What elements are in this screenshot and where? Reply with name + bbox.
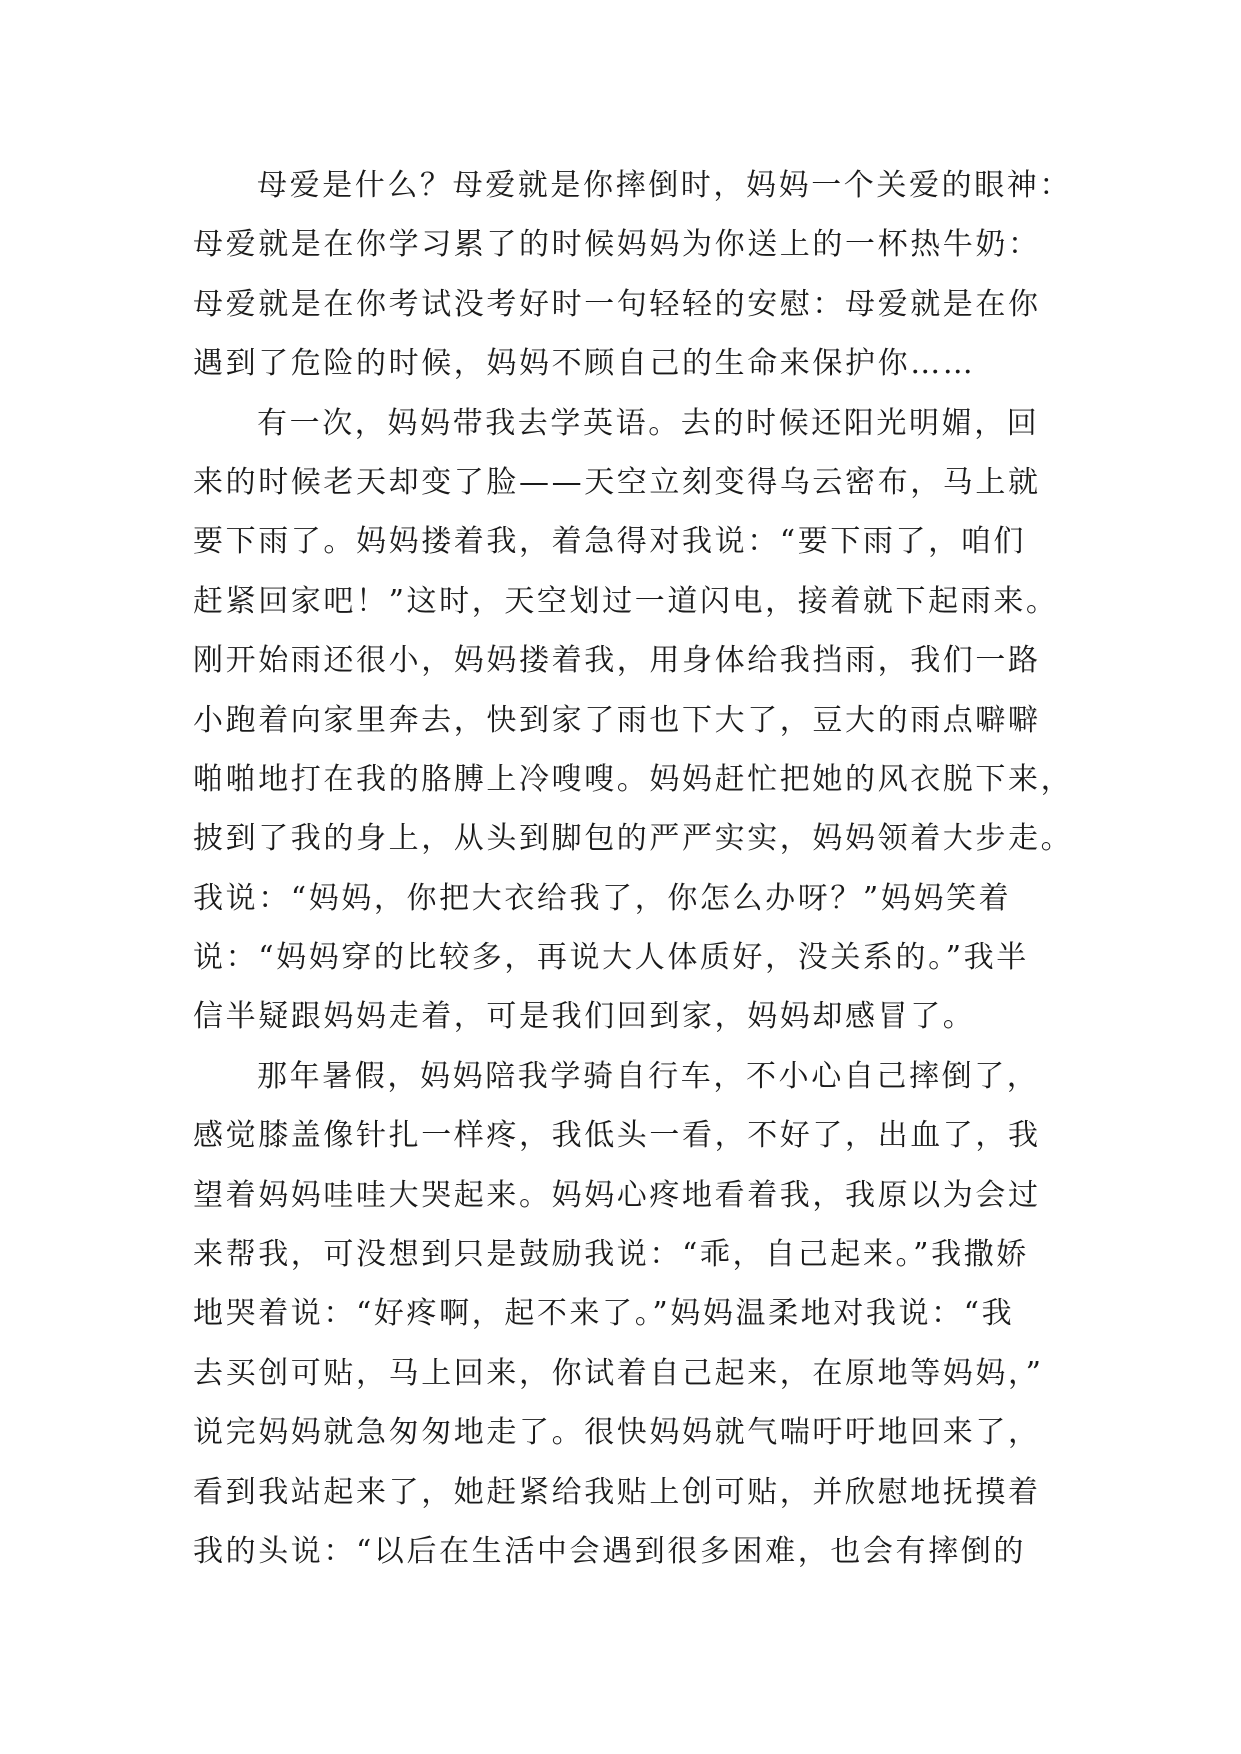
text-line: 来的时候老天却变了脸——天空立刻变得乌云密布，马上就 — [193, 464, 1041, 500]
text-line: 信半疑跟妈妈走着，可是我们回到家，妈妈却感冒了。 — [193, 999, 976, 1035]
document-body — [193, 156, 1074, 1581]
text-line: 小跑着向家里奔去，快到家了雨也下大了，豆大的雨点噼噼 — [193, 702, 1041, 738]
text-line: 母爱就是在你考试没考好时一句轻轻的安慰：母爱就是在你 — [193, 286, 1041, 322]
text-line: 去买创可贴，马上回来，你试着自己起来，在原地等妈妈，” — [193, 1355, 1044, 1391]
text-line: 说完妈妈就急匆匆地走了。很快妈妈就气喘吁吁地回来了， — [193, 1415, 1041, 1451]
text-line: 望着妈妈哇哇大哭起来。妈妈心疼地看着我，我原以为会过 — [193, 1177, 1041, 1213]
text-line: 母爱是什么？母爱就是你摔倒时，妈妈一个关爱的眼神： — [257, 168, 1072, 203]
text-line: 遇到了危险的时候，妈妈不顾自己的生命来保护你…… — [193, 346, 976, 382]
text-line: 啪啪地打在我的胳膊上冷嗖嗖。妈妈赶忙把她的风衣脱下来， — [193, 761, 1074, 797]
text-line: 来帮我，可没想到只是鼓励我说：“乖，自己起来。”我撒娇 — [193, 1237, 1029, 1273]
text-line: 感觉膝盖像针扎一样疼，我低头一看，不好了，出血了，我 — [193, 1118, 1041, 1154]
text-line: 我的头说：“以后在生活中会遇到很多困难，也会有摔倒的 — [193, 1533, 1026, 1569]
text-line: 看到我站起来了，她赶紧给我贴上创可贴，并欣慰地抚摸着 — [193, 1474, 1041, 1510]
text-line: 赶紧回家吧！”这时，天空划过一道闪电，接着就下起雨来。 — [193, 583, 1059, 619]
text-line: 披到了我的身上，从头到脚包的严严实实，妈妈领着大步走。 — [193, 821, 1074, 857]
text-line: 有一次，妈妈带我去学英语。去的时候还阳光明媚，回 — [257, 405, 1040, 441]
text-line: 我说：“妈妈，你把大衣给我了，你怎么办呀？”妈妈笑着 — [193, 880, 1012, 916]
text-line: 刚开始雨还很小，妈妈搂着我，用身体给我挡雨，我们一路 — [193, 643, 1041, 679]
text-line: 那年暑假，妈妈陪我学骑自行车，不小心自己摔倒了， — [257, 1058, 1040, 1094]
text-line: 要下雨了。妈妈搂着我，着急得对我说：“要下雨了，咱们 — [193, 524, 1026, 560]
text-line: 母爱就是在你学习累了的时候妈妈为你送上的一杯热牛奶： — [193, 227, 1041, 263]
text-line: 地哭着说：“好疼啊，起不来了。”妈妈温柔地对我说：“我 — [193, 1296, 1015, 1332]
text-line: 说：“妈妈穿的比较多，再说大人体质好，没关系的。”我半 — [193, 940, 1029, 976]
